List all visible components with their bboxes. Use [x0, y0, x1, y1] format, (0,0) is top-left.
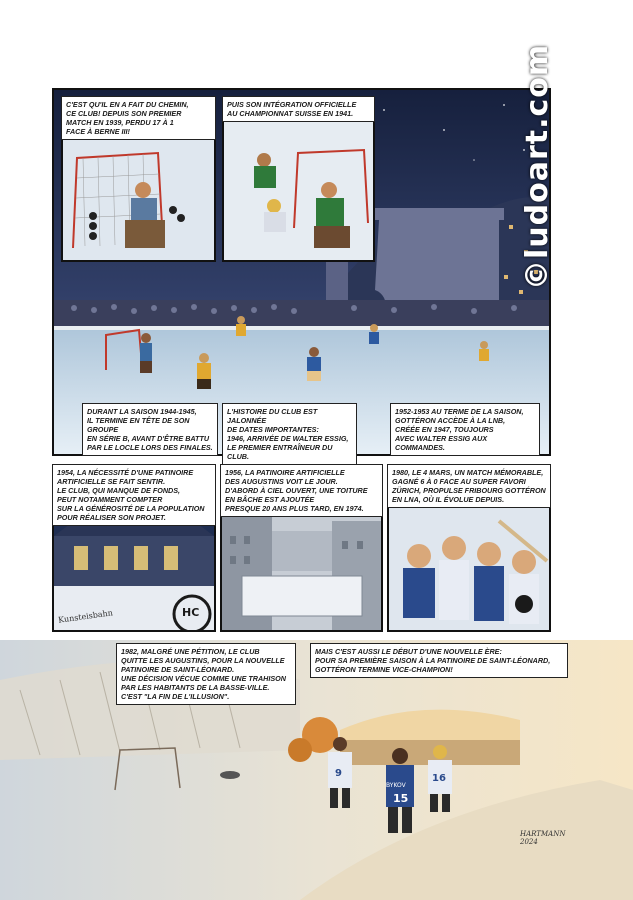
caption-saison-1952: 1952-1953 AU TERME DE LA SAISON, GOTTÉRON ACCÈDE À LA LNB, CRÉÉE EN 1947, TOUJOURS AVEC WALTER ESSIG AUX COMMANDES.	[390, 403, 540, 456]
caption-histoire: L'HISTOIRE DU CLUB EST JALONNÉE DE DATES IMPORTANTES: 1946, ARRIVÉE DE WALTER ESSIG, LE PREMIER ENTRAÎNEUR DU CLUB.	[222, 403, 357, 465]
match-illustration	[224, 98, 373, 260]
signature-name: HARTMANN	[520, 830, 566, 838]
caption-saison-1944: DURANT LA SAISON 1944-1945, IL TERMINE EN TÊTE DE SON GROUPE EN SÉRIE B, AVANT D'ÊTRE BATTU PAR LE LOCLE LORS DES FINALES.	[82, 403, 218, 456]
jersey-number-15: 15	[393, 792, 409, 805]
rink-sign-text: Kunsteisbahn	[57, 608, 114, 625]
caption-nouvelle-ere: MAIS C'EST AUSSI LE DÉBUT D'UNE NOUVELLE ÈRE: POUR SA PREMIÈRE SAISON À LA PATINOIRE DE SAINT-LÉONARD, GOTTÉRON TERMINE VICE-CHAMPION!	[310, 643, 568, 678]
panel-saint-leonard	[0, 640, 633, 900]
caption-augustins-1956: 1956, LA PATINOIRE ARTIFICIELLE DES AUGUSTINS VOIT LE JOUR. D'ABORD À CIEL OUVERT, UNE TOITURE EN BÂCHE EST AJOUTÉE PRESQUE 20 ANS PLUS TARD, EN 1974.	[220, 464, 383, 517]
watermark: ©ludoart.com	[520, 43, 555, 290]
caption-integration: PUIS SON INTÉGRATION OFFICIELLE AU CHAMPIONNAT SUISSE EN 1941.	[222, 96, 375, 122]
artist-signature	[520, 830, 565, 846]
jersey-name: BYKOV	[386, 782, 406, 789]
caption-match-1980: 1980, LE 4 MARS, UN MATCH MÉMORABLE, GAGNÉ 6 À 0 FACE AU SUPER FAVORI ZÜRICH, PROPULSE FRIBOURG GOTTÉRON EN LNA, OÙ IL ÉVOLUE DEPUIS.	[387, 464, 551, 508]
jersey-number-9: 9	[335, 768, 342, 779]
rink-logo-text: HC	[182, 606, 200, 619]
transition-illustration	[0, 640, 633, 900]
caption-petition-1982: 1982, MALGRÉ UNE PÉTITION, LE CLUB QUITTE LES AUGUSTINS, POUR LA NOUVELLE PATINOIRE DE SAINT-LÉONARD. UNE DÉCISION VÉCUE COMME UNE TRAHISON PAR LES HABITANTS DE LA BASSE-VILLE. C'EST "LA FIN DE L'ILLUSION".	[116, 643, 296, 705]
caption-chemin: C'EST QU'IL EN A FAIT DU CHEMIN, CE CLUB! DEPUIS SON PREMIER MATCH EN 1939, PERDU 17 À 1 FACE À BERNE III!	[61, 96, 216, 140]
signature-year: 2024	[520, 838, 538, 846]
caption-patinoire-1954: 1954, LA NÉCESSITÉ D'UNE PATINOIRE ARTIFICIELLE SE FAIT SENTIR. LE CLUB, QUI MANQUE DE FONDS, PEUT NOTAMMENT COMPTER SUR LA GÉNÉROSITÉ DE LA POPULATION POUR RÉALISER SON PROJET.	[52, 464, 216, 526]
jersey-number-16: 16	[432, 773, 446, 784]
